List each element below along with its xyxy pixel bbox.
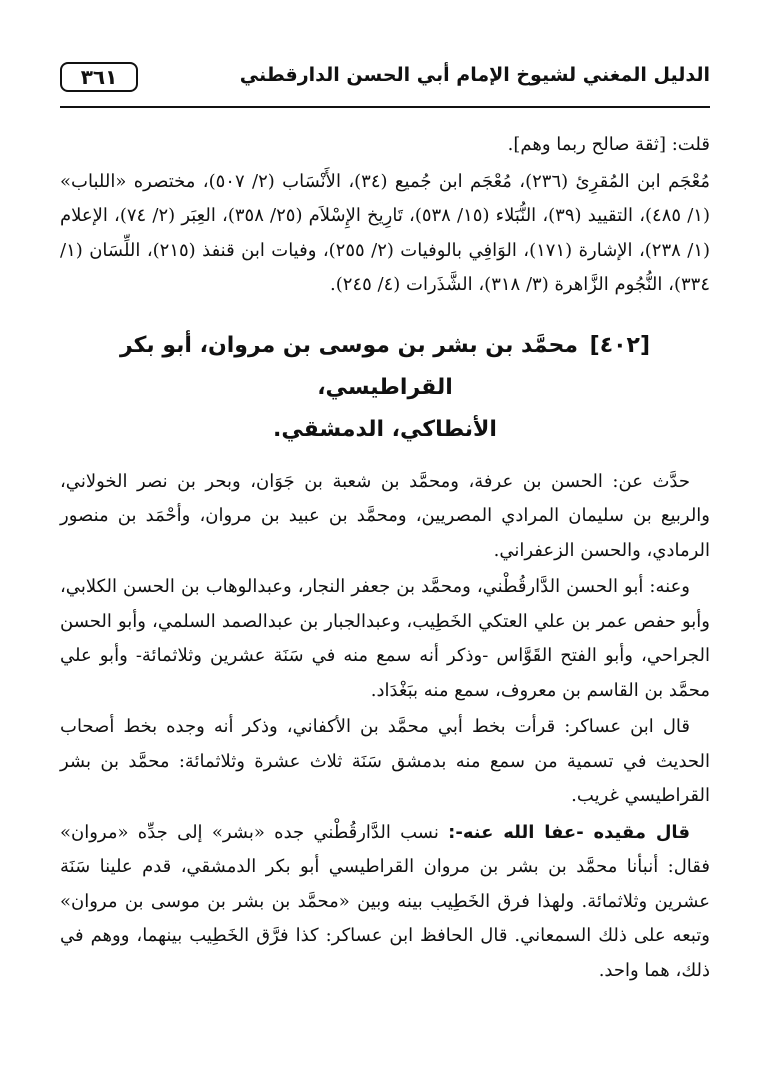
page-number: ٣٦١: [60, 62, 138, 92]
entry-number: [٤٠٢]: [589, 332, 651, 358]
entry-heading-line2: الأنطاكي، الدمشقي.: [273, 416, 497, 442]
entry-heading-text: محمَّد بن بشر بن موسى بن مروان، أبو بكر القراطيسي،: [119, 332, 578, 400]
page-body: [60, 128, 710, 988]
ibn-asakir-paragraph: قال ابن عساكر: قرأت بخط أبي محمَّد بن الأكفاني، وذكر أنه وجده بخط أصحاب الحديث في تسمية من سمع منه بدمشق سَنَة ثلاث عشرة وثلاثمائة: محمَّد بن بشر القراطيسي غريب.: [60, 716, 710, 806]
references-list: مُعْجَم ابن المُقرِئ (٢٣٦)، مُعْجَم ابن جُميع (٣٤)، الأَنْسَاب (٢/ ٥٠٧)، مختصره «اللباب» (١/ ٤٨٥)، التقييد (٣٩)، النُّبَلاء (١٥/ ٥٣٨)، تَارِيخ الإِسْلاَم (٢٥/ ٣٥٨)، العِبَر (٢/ ٧٤)، الإعلام (١/ ٢٣٨)، الإشارة (١٧١)، الوَافِي بالوفيات (٢/ ٢٥٥)، وفيات ابن قنفذ (٢١٥)، اللِّسَان (١/ ٣٣٤)، النُّجُوم الزَّاهرة (٣/ ٣١٨)، الشَّذَرات (٤/ ٢٤٥).: [60, 170, 711, 295]
editor-note: قلت: [ثقة صالح ربما وهم].: [507, 134, 710, 155]
teachers-paragraph: حدَّث عن: الحسن بن عرفة، ومحمَّد بن شعبة بن جَوَان، وبحر بن نصر الخولاني، والربيع بن سليمان المرادي المصريين، ومحمَّد بن عبيد بن مروان، وأحْمَد بن منصور الرمادي، والحسن الزعفراني.: [60, 470, 710, 561]
book-page: [60, 56, 710, 990]
editor-comment-lead: قال مقيده -عفا الله عنه-:: [448, 821, 690, 843]
editor-comment-paragraph: [60, 816, 710, 989]
running-title: الدليل المغني لشيوخ الإمام أبي الحسن الدارقطني: [239, 64, 710, 86]
students-paragraph: وعنه: أبو الحسن الدَّارقُطْني، ومحمَّد بن جعفر النجار، وعبدالوهاب بن الحسن الكلابي، وأبو حفص عمر بن علي العتكي الخَطِيب، وعبدالجبار بن عبدالصمد السلمي، وأبو الحسن الجراحي، وأبو الفتح القَوَّاس -وذكر أنه سمع منه في سَنَة عشرين وثلاثمائة- وأبو علي محمَّد بن القاسم بن معروف، سمع منه ببَغْدَاد.: [60, 576, 710, 701]
page-header: [60, 56, 710, 108]
entry-heading: [60, 325, 710, 451]
editor-comment-text: نسب الدَّارقُطْني جده «بشر» إلى جدِّه «مروان» فقال: أنبأنا محمَّد بن بشر بن مروان القراطيسي أبو بكر الدمشقي، قدم علينا سَنَة عشرين وثلاثمائة. ولهذا فرق الخَطِيب بينه وبين «محمَّد بن بشر بن موسى بن مروان» وتبعه على ذلك السمعاني. قال الحافظ ابن عساكر: كذا فرَّق الخَطِيب بينهما، ووهم في ذلك، هما واحد.: [60, 821, 710, 981]
entry-heading-line1: [60, 325, 710, 409]
